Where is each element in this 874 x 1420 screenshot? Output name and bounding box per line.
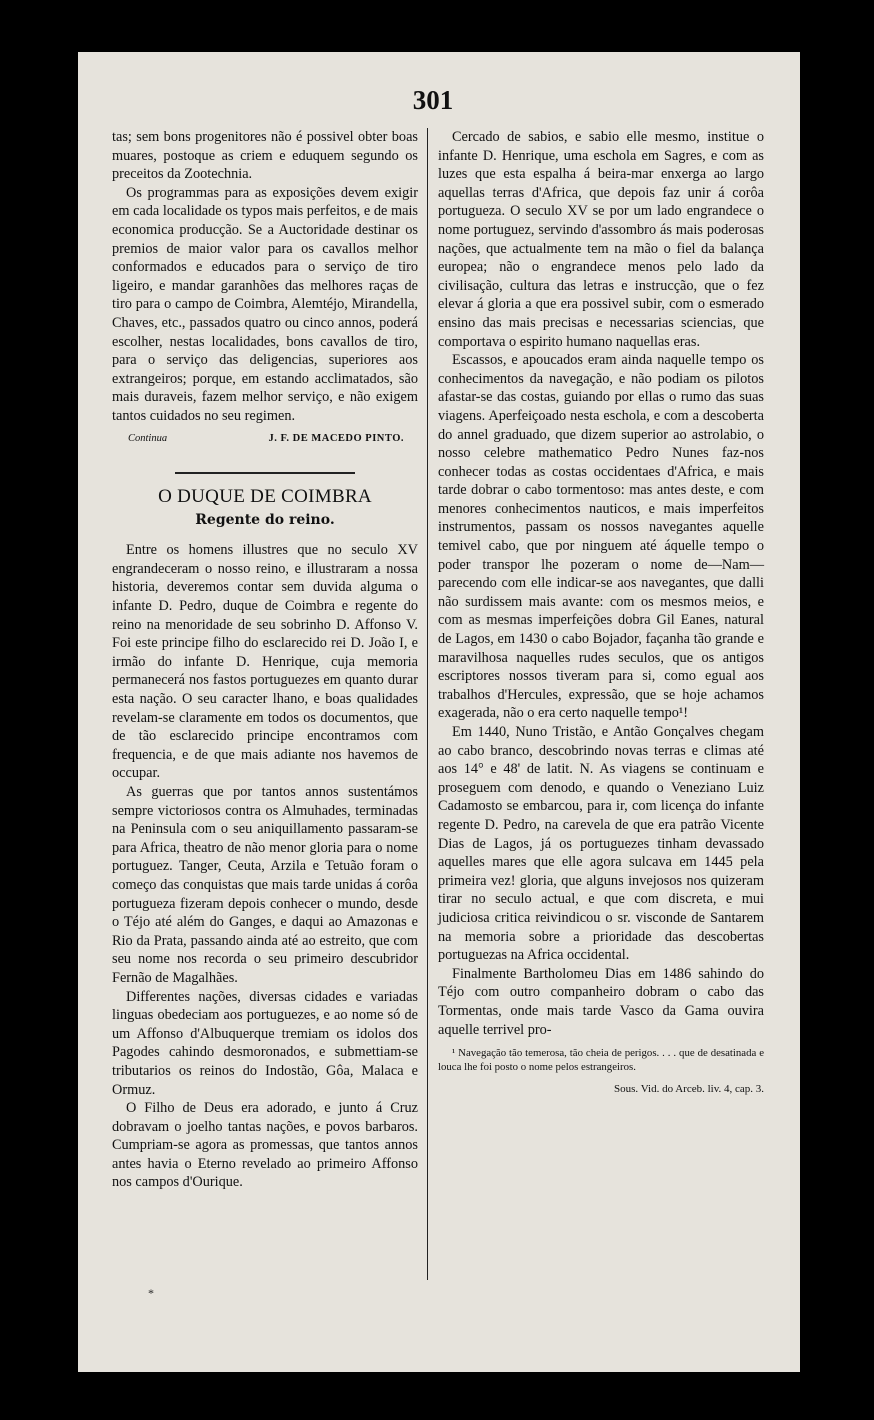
left-paragraph-2: Os programmas para as exposições devem exigir em cada localidade os typos mais perfeitos, e de mais economica producção. Se a Auctoridade destinar os premios de maior valor para os cavallos melhor conformados e educados para o serviço de tiro ligeiro, e mandar garanhões das melhores raças de tiro para o campo de Coimbra, Alemtéjo, Mirandella, Chaves, etc., passados quatro ou cinco annos, poderá escolher, nestas localidades, bons cavallos de tiro, para o serviço das deligencias, superiores aos extrangeiros; porque, em estando acclimatados, são mais duraveis, fazem melhor serviço, e não exigem tantos cuidados no seu regimen. [112, 184, 418, 424]
right-paragraph-4: Finalmente Bartholomeu Dias em 1486 sahindo do Téjo com outro companheiro dobram o cabo das Tormentas, onde mais tarde Vasco da Gama ouvira aquelle terrivel pro- [438, 965, 764, 1038]
byline [112, 430, 418, 449]
column-divider [427, 128, 428, 1280]
footnote-text: ¹ Navegação tão temerosa, tão cheia de perigos. . . . que de desatinada e louca lhe foi posto o nome pelos estrangeiros. [438, 1047, 764, 1073]
left-column [112, 128, 418, 1192]
right-column [438, 128, 764, 1099]
right-paragraph-2: Escassos, e apoucados eram ainda naquelle tempo os conhecimentos da navegação, e não podiam os pilotos afastar-se das costas, guiando por ellas o rumo das suas viagens. Aperfeiçoado nesta eschola, e com a descoberta do annel graduado, que dizem superior ao astrolabio, o nosso celebre mathematico Pedro Nunes faz-nos conhecer todas as costas occidentaes d'Africa, e mais tarde dobrar o cabo tormentoso: mas antes deste, e com menores conhecimentos nauticos, e mais imperfeitos instrumentos, passam os nossos navegantes aquelle temivel cabo, que por ninguem até áquelle tempo o poder transpor lhe pozeram o nome de—Nam—parecendo com elle indicar-se aos navegantes, que dalli não surdissem mais avante: com os mesmos meios, e com as mesmas imperfeições dobra Gil Eanes, natural de Lagos, em 1430 o cabo Bojador, façanha tão grande e maravilhosa naquelles rudes seculos, que os antigos escriptores nossos tiveram para si, como egual aos trabalhos d'Hercules, expressão, que se hoje achamos exagerada, não o era certo naquelle tempo¹! [438, 352, 764, 722]
right-paragraph-3: Em 1440, Nuno Tristão, e Antão Gonçalves chegam ao cabo branco, descobrindo novas terras e climas até aos 14° e 48' de latit. N. As viagens se continuam e proseguem com denodo, e quando o Veneziano Luiz Cadamosto se embarcou, para ir, com licença do infante regente D. Pedro, na carevela de que era patrão Vicente Dias de Lagos, já os portuguezes tinham devassado aquelles mares que elle agora sulcava em 1445 pela primeira vez! gloria, que alguns invejosos nos quizeram tirar no seculo actual, e que com discreta, e mui judiciosa critica reivindicou o sr. visconde de Santarem na memoria sobre a prioridade das descobertas portuguezas na Africa occidental. [438, 724, 764, 964]
footnote [438, 1047, 764, 1074]
page-number: 301 [412, 85, 454, 115]
article-subtitle: Regente do reino. [195, 511, 335, 528]
author-name: J. F. DE MACEDO PINTO. [268, 432, 404, 444]
article-paragraph-4: O Filho de Deus era adorado, e junto á Cruz dobravam o joelho tantas nações, e povos barbaros. Cumpriam-se agora as promessas, que tantos annos antes havia o Eterno revelado ao primeiro Affonso nos campos d'Ourique. [112, 1100, 418, 1191]
bottom-mark: * [148, 1286, 154, 1300]
article-title: O DUQUE DE COIMBRA [158, 486, 372, 508]
section-separator [175, 472, 355, 474]
continua-label: Continua [128, 432, 168, 444]
footnote-source: Sous. Vid. do Arceb. liv. 4, cap. 3. [614, 1083, 764, 1096]
left-paragraph-1: tas; sem bons progenitores não é possivel obter boas muares, postoque as criem e eduquem segundo os preceitos da Zootechnia. [112, 129, 418, 183]
article-paragraph-2: As guerras que por tantos annos sustentámos sempre victoriosos contra os Almuhades, terminadas na Peninsula com o seu aniquillamento passaram-se para Africa, theatro de não menor gloria para o nome portuguez. Tanger, Ceuta, Arzila e Tetuão foram o começo das conquistas que mais tarde unidas á corôa portugueza fizeram depois conhecer o mundo, desde o Téjo até além do Ganges, e daqui ao Amazonas e Rio da Prata, passando ainda até ao estreito, que com seu nome nos recorda o seu primeiro descubridor Fernão de Magalhães. [112, 784, 418, 986]
article-paragraph-1: Entre os homens illustres que no seculo XV engrandeceram o nosso reino, e illustraram a nossa historia, deveremos contar sem duvida alguma o infante D. Pedro, duque de Coimbra e regente do reino na menoridade de seu sobrinho D. Affonso V. Foi este principe filho do esclarecido rei D. João I, e irmão do infante D. Henrique, cuja memoria permanecerá nos fastos portuguezes em quanto durar esta nação. O seu caracter lhano, e boas qualidades revelam-se claramente em todos os documentos, que de tão esclarecido principe encontramos com frequencia, e de que mais adiante nos havemos de occupar. [112, 542, 418, 782]
right-paragraph-1: Cercado de sabios, e sabio elle mesmo, institue o infante D. Henrique, uma eschola em Sagres, e com as luzes que esta espalha á beira-mar enxerga ao largo aquellas terras d'Africa, que depois faz unir á corôa portugueza. O seculo XV se por um lado engrandece o nome portuguez, servindo d'assombro ás mais poderosas nações, que actualmente tem na mão o fiel da balança europea; não o engrandece menos pelo lado da civilisação, cultura das letras e instrucção, que o fez elevar á gloria a que era possivel subir, com o esmerado ensino das mais precisas e necessarias sciencias, que comportava o espirito humano naquellas eras. [438, 129, 764, 350]
article-paragraph-3: Differentes nações, diversas cidades e variadas linguas obedeciam aos portuguezes, e ao nome só de um Affonso d'Albuquerque tremiam os idolos dos Pagodes cahindo desmoronados, e submettiam-se tributarios os reinos do Indostão, Gôa, Malaca e Ormuz. [112, 988, 418, 1098]
